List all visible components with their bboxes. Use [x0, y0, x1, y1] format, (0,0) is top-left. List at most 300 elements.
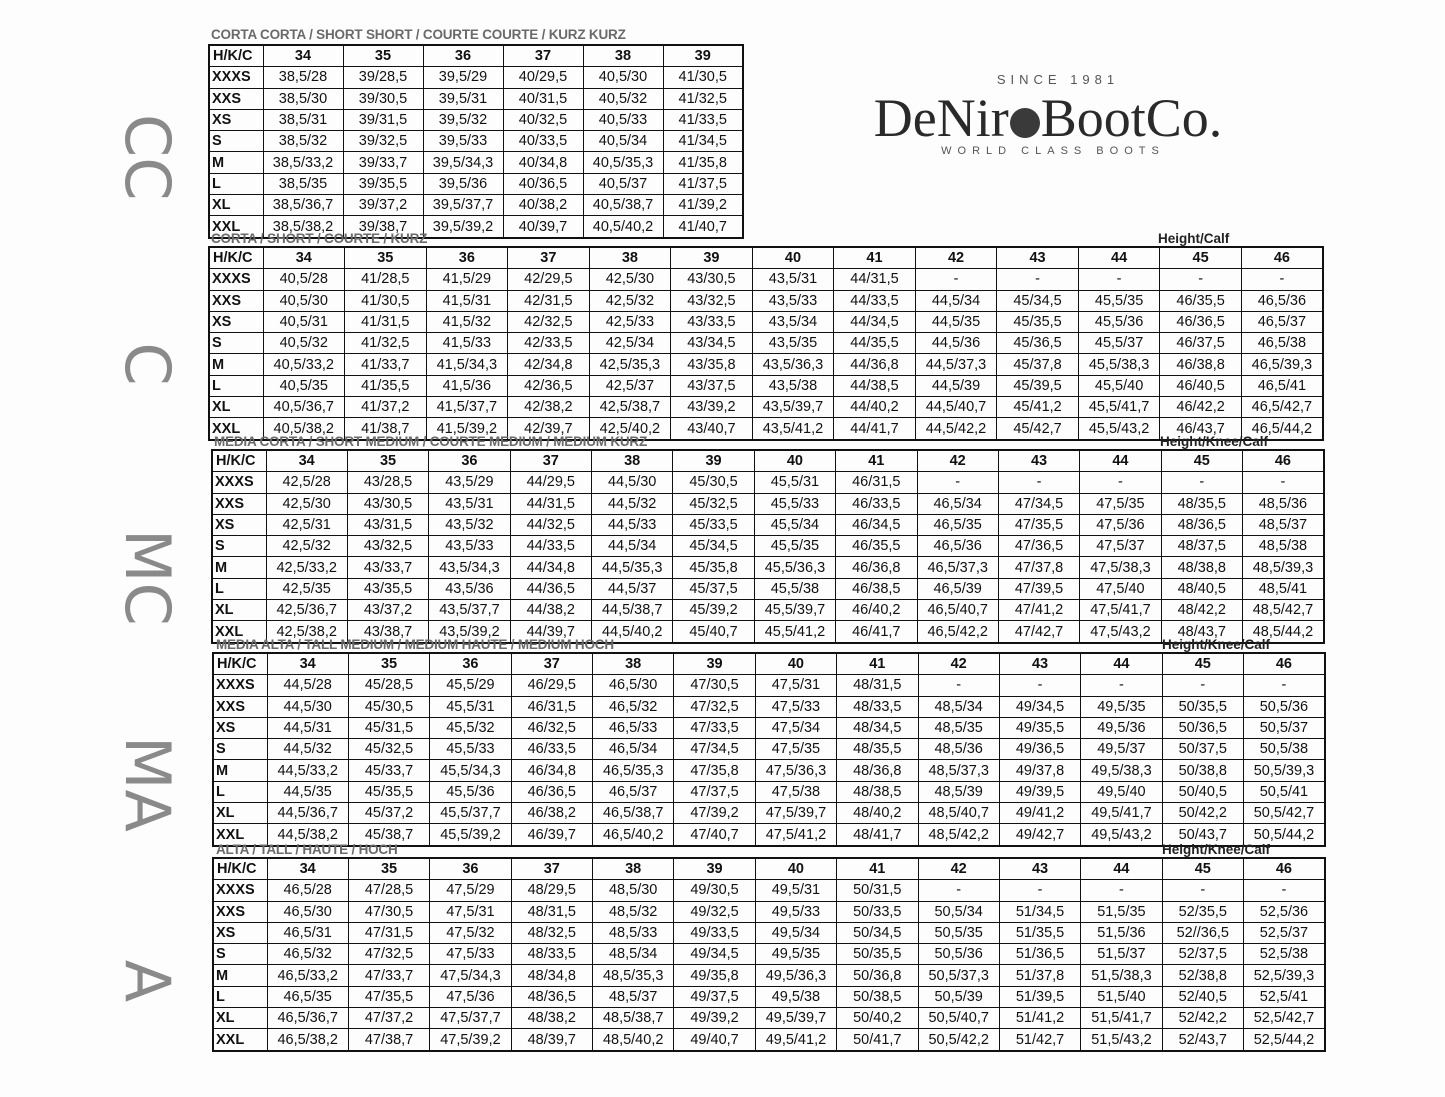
table-cell: 46,5/44,2: [1241, 418, 1323, 440]
size-header: 40: [755, 653, 836, 675]
table-cell: 52,5/42,7: [1244, 1008, 1325, 1029]
table-cell: 45/37,2: [348, 803, 429, 824]
table-cell: 46/33,5: [836, 493, 917, 514]
table-cell: 41/37,2: [345, 397, 427, 418]
table-cell: -: [1241, 269, 1323, 290]
table-cell: 50,5/37,3: [918, 965, 999, 986]
table-cell: 48,5/42,7: [1243, 600, 1324, 621]
table-cell: 45/40,7: [673, 621, 754, 643]
table-cell: 45,5/43,2: [1078, 418, 1160, 440]
table-cell: 47,5/40: [1080, 578, 1161, 599]
table-cell: 42,5/32: [589, 290, 671, 311]
table-cell: 43,5/31: [429, 493, 510, 514]
table-cell: 47,5/38,3: [1080, 557, 1161, 578]
table-cell: 50/42,2: [1162, 803, 1243, 824]
table-cell: 50/38,5: [837, 986, 918, 1007]
table-cell: 46/29,5: [511, 675, 592, 696]
brand-logo: [858, 72, 1238, 157]
table-cell: 47/30,5: [674, 675, 755, 696]
table-cell: 43/34,5: [671, 333, 753, 354]
table-cell: 41/39,2: [663, 195, 743, 216]
table-cell: 51,5/36: [1081, 922, 1162, 943]
size-header: 44: [1081, 858, 1162, 880]
table-cell: 50/38,8: [1162, 760, 1243, 781]
table-cell: 50,5/44,2: [1244, 824, 1325, 846]
table-cell: 44,5/38,2: [267, 824, 348, 846]
table-cell: 47/36,5: [998, 536, 1079, 557]
size-header: 34: [267, 653, 348, 675]
table-cell: 46,5/34: [593, 739, 674, 760]
table-cell: 44/41,7: [834, 418, 916, 440]
table-cell: 46/31,5: [836, 472, 917, 493]
table-cell: 43,5/39,7: [752, 397, 834, 418]
table-cell: 45,5/36: [1078, 311, 1160, 332]
table-cell: -: [1078, 269, 1160, 290]
table-cell: 48,5/37,3: [918, 760, 999, 781]
table-cell: 48,5/33: [593, 922, 674, 943]
table-cell: 41,5/39,2: [426, 418, 508, 440]
table-cell: 43,5/36,3: [752, 354, 834, 375]
table-cell: 48,5/44,2: [1243, 621, 1324, 643]
size-header: 38: [592, 450, 673, 472]
table-cell: 43/32,5: [347, 536, 428, 557]
table-cell: 45/31,5: [348, 717, 429, 738]
table-cell: 50/36,8: [837, 965, 918, 986]
table-cell: 42,5/37: [589, 375, 671, 396]
size-header: 46: [1243, 450, 1324, 472]
table-cell: 44/29,5: [510, 472, 591, 493]
table-cell: 49/42,7: [999, 824, 1080, 846]
table-cell: 42/39,7: [508, 418, 590, 440]
table-cell: 43/37,5: [671, 375, 753, 396]
row-label: XL: [209, 397, 263, 418]
table-cell: 49/39,5: [999, 781, 1080, 802]
size-header: 39: [671, 247, 753, 269]
table-cell: 47,5/37,7: [430, 1008, 511, 1029]
size-header: 42: [918, 858, 999, 880]
corner-header: H/K/C: [209, 247, 263, 269]
table-cell: 45,5/32: [430, 717, 511, 738]
table-cell: 45,5/34,3: [430, 760, 511, 781]
row-label: XS: [209, 311, 263, 332]
table-cell: 49,5/41,7: [1081, 803, 1162, 824]
table-cell: 43/39,2: [671, 397, 753, 418]
table-row: [212, 536, 1324, 557]
table-cell: 48,5/35: [918, 717, 999, 738]
table-cell: 44,5/28: [267, 675, 348, 696]
measure-label: Height/Calf: [1158, 231, 1230, 246]
table-cell: 45/33,5: [673, 514, 754, 535]
row-label: XXXS: [209, 269, 263, 290]
table-cell: 47,5/38: [755, 781, 836, 802]
table-cell: 45,5/36: [430, 781, 511, 802]
header-row: [209, 45, 743, 67]
row-label: XXXS: [212, 472, 266, 493]
table-cell: 44/34,8: [510, 557, 591, 578]
table-cell: 40,5/38,2: [263, 418, 345, 440]
table-cell: 45,5/38,3: [1078, 354, 1160, 375]
size-header: 43: [998, 450, 1079, 472]
table-cell: 47,5/39,7: [755, 803, 836, 824]
table-cell: 45/33,7: [348, 760, 429, 781]
table-cell: 46,5/31: [267, 922, 348, 943]
table-cell: -: [1081, 880, 1162, 901]
table-cell: 47/32,5: [348, 944, 429, 965]
size-header: 41: [834, 247, 916, 269]
table-cell: 44/36,5: [510, 578, 591, 599]
table-cell: 44,5/31: [267, 717, 348, 738]
row-label: XS: [209, 109, 263, 130]
table-cell: 47/35,5: [348, 986, 429, 1007]
table-cell: 50/41,7: [837, 1029, 918, 1051]
table-cell: 45,5/31: [754, 472, 835, 493]
table-cell: 46,5/40,7: [917, 600, 998, 621]
table-cell: 40,5/35,3: [583, 152, 663, 173]
table-cell: 42,5/30: [266, 493, 347, 514]
table-cell: 42/32,5: [508, 311, 590, 332]
table-cell: 48/37,5: [1161, 536, 1242, 557]
table-cell: 44,5/42,2: [915, 418, 997, 440]
table-cell: 40/31,5: [503, 88, 583, 109]
table-cell: 45/34,5: [997, 290, 1079, 311]
size-header: 37: [503, 45, 583, 67]
table-cell: 47/28,5: [348, 880, 429, 901]
table-cell: 45,5/39,7: [754, 600, 835, 621]
size-header: 35: [345, 247, 427, 269]
table-cell: 49/41,2: [999, 803, 1080, 824]
table-cell: 47/31,5: [348, 922, 429, 943]
row-label: M: [213, 965, 267, 986]
table-cell: 44/38,2: [510, 600, 591, 621]
size-header: 36: [429, 450, 510, 472]
table-cell: 43/32,5: [671, 290, 753, 311]
table-cell: 48/32,5: [511, 922, 592, 943]
table-cell: 44/31,5: [510, 493, 591, 514]
table-cell: 45/38,7: [348, 824, 429, 846]
table-cell: -: [918, 880, 999, 901]
table-cell: 49/36,5: [999, 739, 1080, 760]
table-cell: 41/31,5: [345, 311, 427, 332]
table-cell: 46/34,5: [836, 514, 917, 535]
table-cell: 39,5/32: [423, 109, 503, 130]
table-cell: 46/42,2: [1160, 397, 1242, 418]
table-cell: 47,5/36,3: [755, 760, 836, 781]
row-label: S: [213, 739, 267, 760]
table-cell: 46/32,5: [511, 717, 592, 738]
table-cell: -: [1243, 472, 1324, 493]
row-label: L: [212, 578, 266, 599]
side-label-a: A: [111, 959, 184, 1003]
table-cell: 44,5/35: [267, 781, 348, 802]
table-cell: 46,5/39,3: [1241, 354, 1323, 375]
size-header: 35: [343, 45, 423, 67]
table-cell: 49,5/36: [1081, 717, 1162, 738]
table-cell: 41/34,5: [663, 131, 743, 152]
table-cell: 43,5/32: [429, 514, 510, 535]
row-label: XL: [213, 1008, 267, 1029]
table-cell: 47/41,2: [998, 600, 1079, 621]
table-cell: -: [998, 472, 1079, 493]
table-cell: 46,5/33,2: [267, 965, 348, 986]
size-table: [212, 652, 1326, 847]
table-cell: 39/31,5: [343, 109, 423, 130]
table-cell: 46/38,5: [836, 578, 917, 599]
header-row: [212, 450, 1324, 472]
table-cell: 46,5/28: [267, 880, 348, 901]
table-cell: 44,5/40,7: [915, 397, 997, 418]
side-label-ma: MA: [111, 736, 184, 832]
table-cell: 43/35,8: [671, 354, 753, 375]
table-cell: 50/35,5: [837, 944, 918, 965]
table-cell: 50,5/42,2: [918, 1029, 999, 1051]
table-cell: 41,5/29: [426, 269, 508, 290]
table-cell: 49,5/35: [1081, 696, 1162, 717]
size-header: 46: [1241, 247, 1323, 269]
row-label: XXXS: [213, 880, 267, 901]
table-cell: 46,5/36: [1241, 290, 1323, 311]
logo-name-part1: DeNir: [873, 88, 1009, 148]
table-cell: 40/29,5: [503, 67, 583, 88]
table-cell: 38,5/35: [263, 173, 343, 194]
size-header: 34: [266, 450, 347, 472]
table-cell: 39,5/36: [423, 173, 503, 194]
table-cell: 46/35,5: [836, 536, 917, 557]
table-cell: 39,5/39,2: [423, 216, 503, 238]
size-header: 42: [918, 653, 999, 675]
table-cell: 42,5/33: [589, 311, 671, 332]
section-title: CORTA / SHORT / COURTE / KURZ: [211, 231, 428, 246]
table-cell: 43/30,5: [671, 269, 753, 290]
size-header: 43: [997, 247, 1079, 269]
table-cell: 45/34,5: [673, 536, 754, 557]
table-cell: 45,5/33: [754, 493, 835, 514]
table-cell: 50,5/41: [1244, 781, 1325, 802]
table-cell: 45/39,5: [997, 375, 1079, 396]
table-cell: 52/35,5: [1162, 901, 1243, 922]
table-cell: 51/35,5: [999, 922, 1080, 943]
table-cell: 52/38,8: [1162, 965, 1243, 986]
table-row: [209, 173, 743, 194]
table-row: [209, 311, 1323, 332]
table-cell: 44,5/37,3: [915, 354, 997, 375]
table-cell: 45/39,2: [673, 600, 754, 621]
table-row: [209, 67, 743, 88]
measure-label: Height/Knee/Calf: [1162, 637, 1271, 652]
table-cell: 46,5/35: [267, 986, 348, 1007]
table-cell: 40,5/31: [263, 311, 345, 332]
table-cell: 43/30,5: [347, 493, 428, 514]
table-cell: 49/34,5: [674, 944, 755, 965]
table-cell: 42/33,5: [508, 333, 590, 354]
table-cell: 49,5/31: [755, 880, 836, 901]
table-row: [209, 131, 743, 152]
size-header: 43: [999, 653, 1080, 675]
logo-wordmark: [858, 89, 1238, 147]
row-label: XXS: [209, 88, 263, 109]
row-label: XXL: [209, 216, 263, 238]
table-cell: 48,5/37: [1243, 514, 1324, 535]
table-cell: 42,5/38,7: [589, 397, 671, 418]
table-row: [213, 922, 1325, 943]
table-cell: 42,5/35,3: [589, 354, 671, 375]
logo-dot-icon: [1010, 108, 1040, 138]
row-label: XXS: [213, 696, 267, 717]
table-cell: 48,5/39,3: [1243, 557, 1324, 578]
table-cell: 49,5/38,3: [1081, 760, 1162, 781]
table-cell: 44,5/37: [592, 578, 673, 599]
table-cell: 45,5/39,2: [430, 824, 511, 846]
table-row: [213, 1008, 1325, 1029]
table-cell: -: [915, 269, 997, 290]
table-cell: 40,5/34: [583, 131, 663, 152]
table-row: [213, 760, 1325, 781]
table-cell: 40,5/32: [583, 88, 663, 109]
table-row: [212, 557, 1324, 578]
table-cell: 40/33,5: [503, 131, 583, 152]
table-cell: 39,5/33: [423, 131, 503, 152]
size-header: 37: [511, 858, 592, 880]
table-cell: 44/35,5: [834, 333, 916, 354]
row-label: S: [213, 944, 267, 965]
table-cell: 41/30,5: [663, 67, 743, 88]
table-cell: 50/37,5: [1162, 739, 1243, 760]
section-title: MEDIA ALTA / TALL MEDIUM / MEDIUM HAUTE / MEDIUM HOCH: [216, 637, 614, 652]
table-cell: 43/35,5: [347, 578, 428, 599]
table-cell: 44/39,7: [510, 621, 591, 643]
table-cell: 50/34,5: [837, 922, 918, 943]
size-header: 36: [430, 858, 511, 880]
table-row: [213, 986, 1325, 1007]
table-cell: 49,5/34: [755, 922, 836, 943]
table-cell: 41/38,7: [345, 418, 427, 440]
size-header: 42: [915, 247, 997, 269]
table-cell: 43/40,7: [671, 418, 753, 440]
table-cell: 48,5/38,7: [593, 1008, 674, 1029]
table-cell: 47/37,8: [998, 557, 1079, 578]
table-row: [212, 600, 1324, 621]
table-cell: 44,5/36,7: [267, 803, 348, 824]
row-label: M: [213, 760, 267, 781]
table-cell: 41,5/36: [426, 375, 508, 396]
table-cell: 43,5/39,2: [429, 621, 510, 643]
table-cell: 48/40,2: [837, 803, 918, 824]
table-cell: 42,5/31: [266, 514, 347, 535]
table-cell: 44/38,5: [834, 375, 916, 396]
table-cell: 40,5/40,2: [583, 216, 663, 238]
table-cell: 48,5/38: [1243, 536, 1324, 557]
table-cell: 44,5/36: [915, 333, 997, 354]
table-cell: 49,5/37: [1081, 739, 1162, 760]
table-cell: 51/36,5: [999, 944, 1080, 965]
table-cell: 45,5/33: [430, 739, 511, 760]
row-label: XL: [209, 195, 263, 216]
table-cell: 45/37,8: [997, 354, 1079, 375]
row-label: M: [209, 354, 263, 375]
size-header: 41: [837, 858, 918, 880]
table-cell: 40/32,5: [503, 109, 583, 130]
size-header: 44: [1080, 450, 1161, 472]
table-cell: 44,5/40,2: [592, 621, 673, 643]
table-cell: 48,5/36: [1243, 493, 1324, 514]
table-cell: 38,5/36,7: [263, 195, 343, 216]
table-cell: 52,5/38: [1244, 944, 1325, 965]
table-cell: 43,5/36: [429, 578, 510, 599]
size-table: [212, 857, 1326, 1052]
table-cell: 47/34,5: [998, 493, 1079, 514]
table-cell: 45/41,2: [997, 397, 1079, 418]
table-cell: 44,5/34: [915, 290, 997, 311]
table-cell: 40/38,2: [503, 195, 583, 216]
table-row: [213, 944, 1325, 965]
table-cell: 45,5/31: [430, 696, 511, 717]
header-row: [213, 653, 1325, 675]
table-cell: 46,5/33: [593, 717, 674, 738]
table-cell: 45,5/38: [754, 578, 835, 599]
table-cell: 51/41,2: [999, 1008, 1080, 1029]
table-cell: 48/35,5: [1161, 493, 1242, 514]
row-label: XXS: [209, 290, 263, 311]
size-header: 44: [1078, 247, 1160, 269]
table-cell: 49/33,5: [674, 922, 755, 943]
table-cell: 51/42,7: [999, 1029, 1080, 1051]
table-cell: 47,5/34,3: [430, 965, 511, 986]
table-row: [209, 354, 1323, 375]
side-label-mc: MC: [111, 529, 184, 626]
table-cell: 40,5/38,7: [583, 195, 663, 216]
corner-header: H/K/C: [213, 653, 267, 675]
row-label: XS: [213, 922, 267, 943]
table-cell: 41/37,5: [663, 173, 743, 194]
table-cell: 52/42,2: [1162, 1008, 1243, 1029]
table-cell: 45,5/41,7: [1078, 397, 1160, 418]
table-cell: 46,5/37,3: [917, 557, 998, 578]
table-cell: 46,5/39: [917, 578, 998, 599]
table-cell: 45/42,7: [997, 418, 1079, 440]
size-header: 42: [917, 450, 998, 472]
table-cell: 46/31,5: [511, 696, 592, 717]
table-cell: 44,5/38,7: [592, 600, 673, 621]
table-cell: 51,5/40: [1081, 986, 1162, 1007]
table-cell: -: [1244, 675, 1325, 696]
table-cell: 50/31,5: [837, 880, 918, 901]
table-cell: 48/34,5: [837, 717, 918, 738]
table-cell: 40/39,7: [503, 216, 583, 238]
table-cell: 42,5/33,2: [266, 557, 347, 578]
table-cell: 48,5/39: [918, 781, 999, 802]
size-header: 38: [583, 45, 663, 67]
table-cell: 39,5/34,3: [423, 152, 503, 173]
table-cell: 50,5/36: [918, 944, 999, 965]
table-cell: 47/32,5: [674, 696, 755, 717]
table-cell: 45/35,5: [997, 311, 1079, 332]
table-cell: -: [1160, 269, 1242, 290]
table-cell: 40,5/30: [583, 67, 663, 88]
table-cell: 46/38,2: [511, 803, 592, 824]
table-cell: 47,5/31: [755, 675, 836, 696]
table-row: [213, 696, 1325, 717]
size-header: 39: [674, 858, 755, 880]
size-header: 43: [999, 858, 1080, 880]
table-cell: 47,5/41,7: [1080, 600, 1161, 621]
table-cell: 44/31,5: [834, 269, 916, 290]
size-header: 40: [755, 858, 836, 880]
table-cell: 48/36,5: [511, 986, 592, 1007]
table-cell: 44/34,5: [834, 311, 916, 332]
table-cell: 40,5/35: [263, 375, 345, 396]
table-cell: 40,5/37: [583, 173, 663, 194]
table-cell: 49,5/40: [1081, 781, 1162, 802]
table-row: [209, 333, 1323, 354]
